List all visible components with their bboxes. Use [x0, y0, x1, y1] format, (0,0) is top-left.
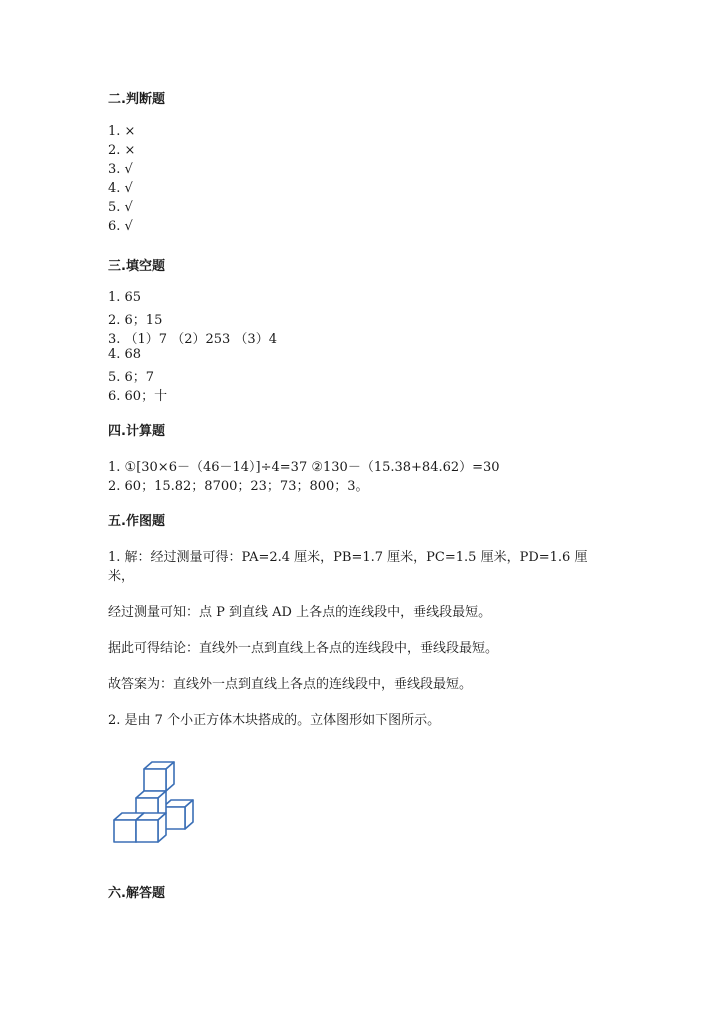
- list-item: 6. 60；十: [108, 389, 168, 404]
- cube-figure: [108, 754, 208, 846]
- cube: [136, 813, 166, 842]
- list-item: 2. ×: [108, 143, 136, 158]
- paragraph: 据此可得结论：直线外一点到直线上各点的连线段中，垂线段最短。: [108, 641, 499, 656]
- section-title-drawing: 五.作图题: [108, 514, 165, 529]
- list-item: 1. 65: [108, 290, 142, 305]
- list-item: 4. √: [108, 181, 133, 196]
- paragraph: 米，: [108, 569, 135, 584]
- list-item: 2. 60；15.82；8700；23；73；800；3。: [108, 479, 369, 494]
- list-item: 5. 6；7: [108, 370, 155, 385]
- list-item: 2. 6；15: [108, 313, 163, 328]
- list-item: 1. ×: [108, 124, 136, 139]
- cube: [163, 800, 193, 829]
- list-item: 3. √: [108, 162, 133, 177]
- list-item: 1. ①[30×6－（46－14）]÷4=37 ②130－（15.38+84.62）=30: [108, 460, 500, 475]
- list-item: 5. √: [108, 200, 133, 215]
- cube: [144, 762, 174, 791]
- paragraph: 经过测量可知：点 P 到直线 AD 上各点的连线段中，垂线段最短。: [108, 605, 492, 620]
- section-title-answer: 六.解答题: [108, 886, 165, 901]
- section-title-fill-blank: 三.填空题: [108, 259, 165, 274]
- section-title-calculation: 四.计算题: [108, 424, 165, 439]
- list-item: 6. √: [108, 219, 133, 234]
- section-title-judgment: 二.判断题: [108, 92, 165, 107]
- paragraph: 2. 是由 7 个小正方体木块搭成的。立体图形如下图所示。: [108, 713, 441, 728]
- list-item: 3. （1）7 （2）253 （3）4: [108, 332, 277, 347]
- paragraph: 故答案为：直线外一点到直线上各点的连线段中，垂线段最短。: [108, 677, 473, 692]
- list-item: 4. 68: [108, 347, 142, 362]
- paragraph: 1. 解：经过测量可得：PA=2.4 厘米，PB=1.7 厘米，PC=1.5 厘米，PD=1.6 厘: [108, 550, 588, 565]
